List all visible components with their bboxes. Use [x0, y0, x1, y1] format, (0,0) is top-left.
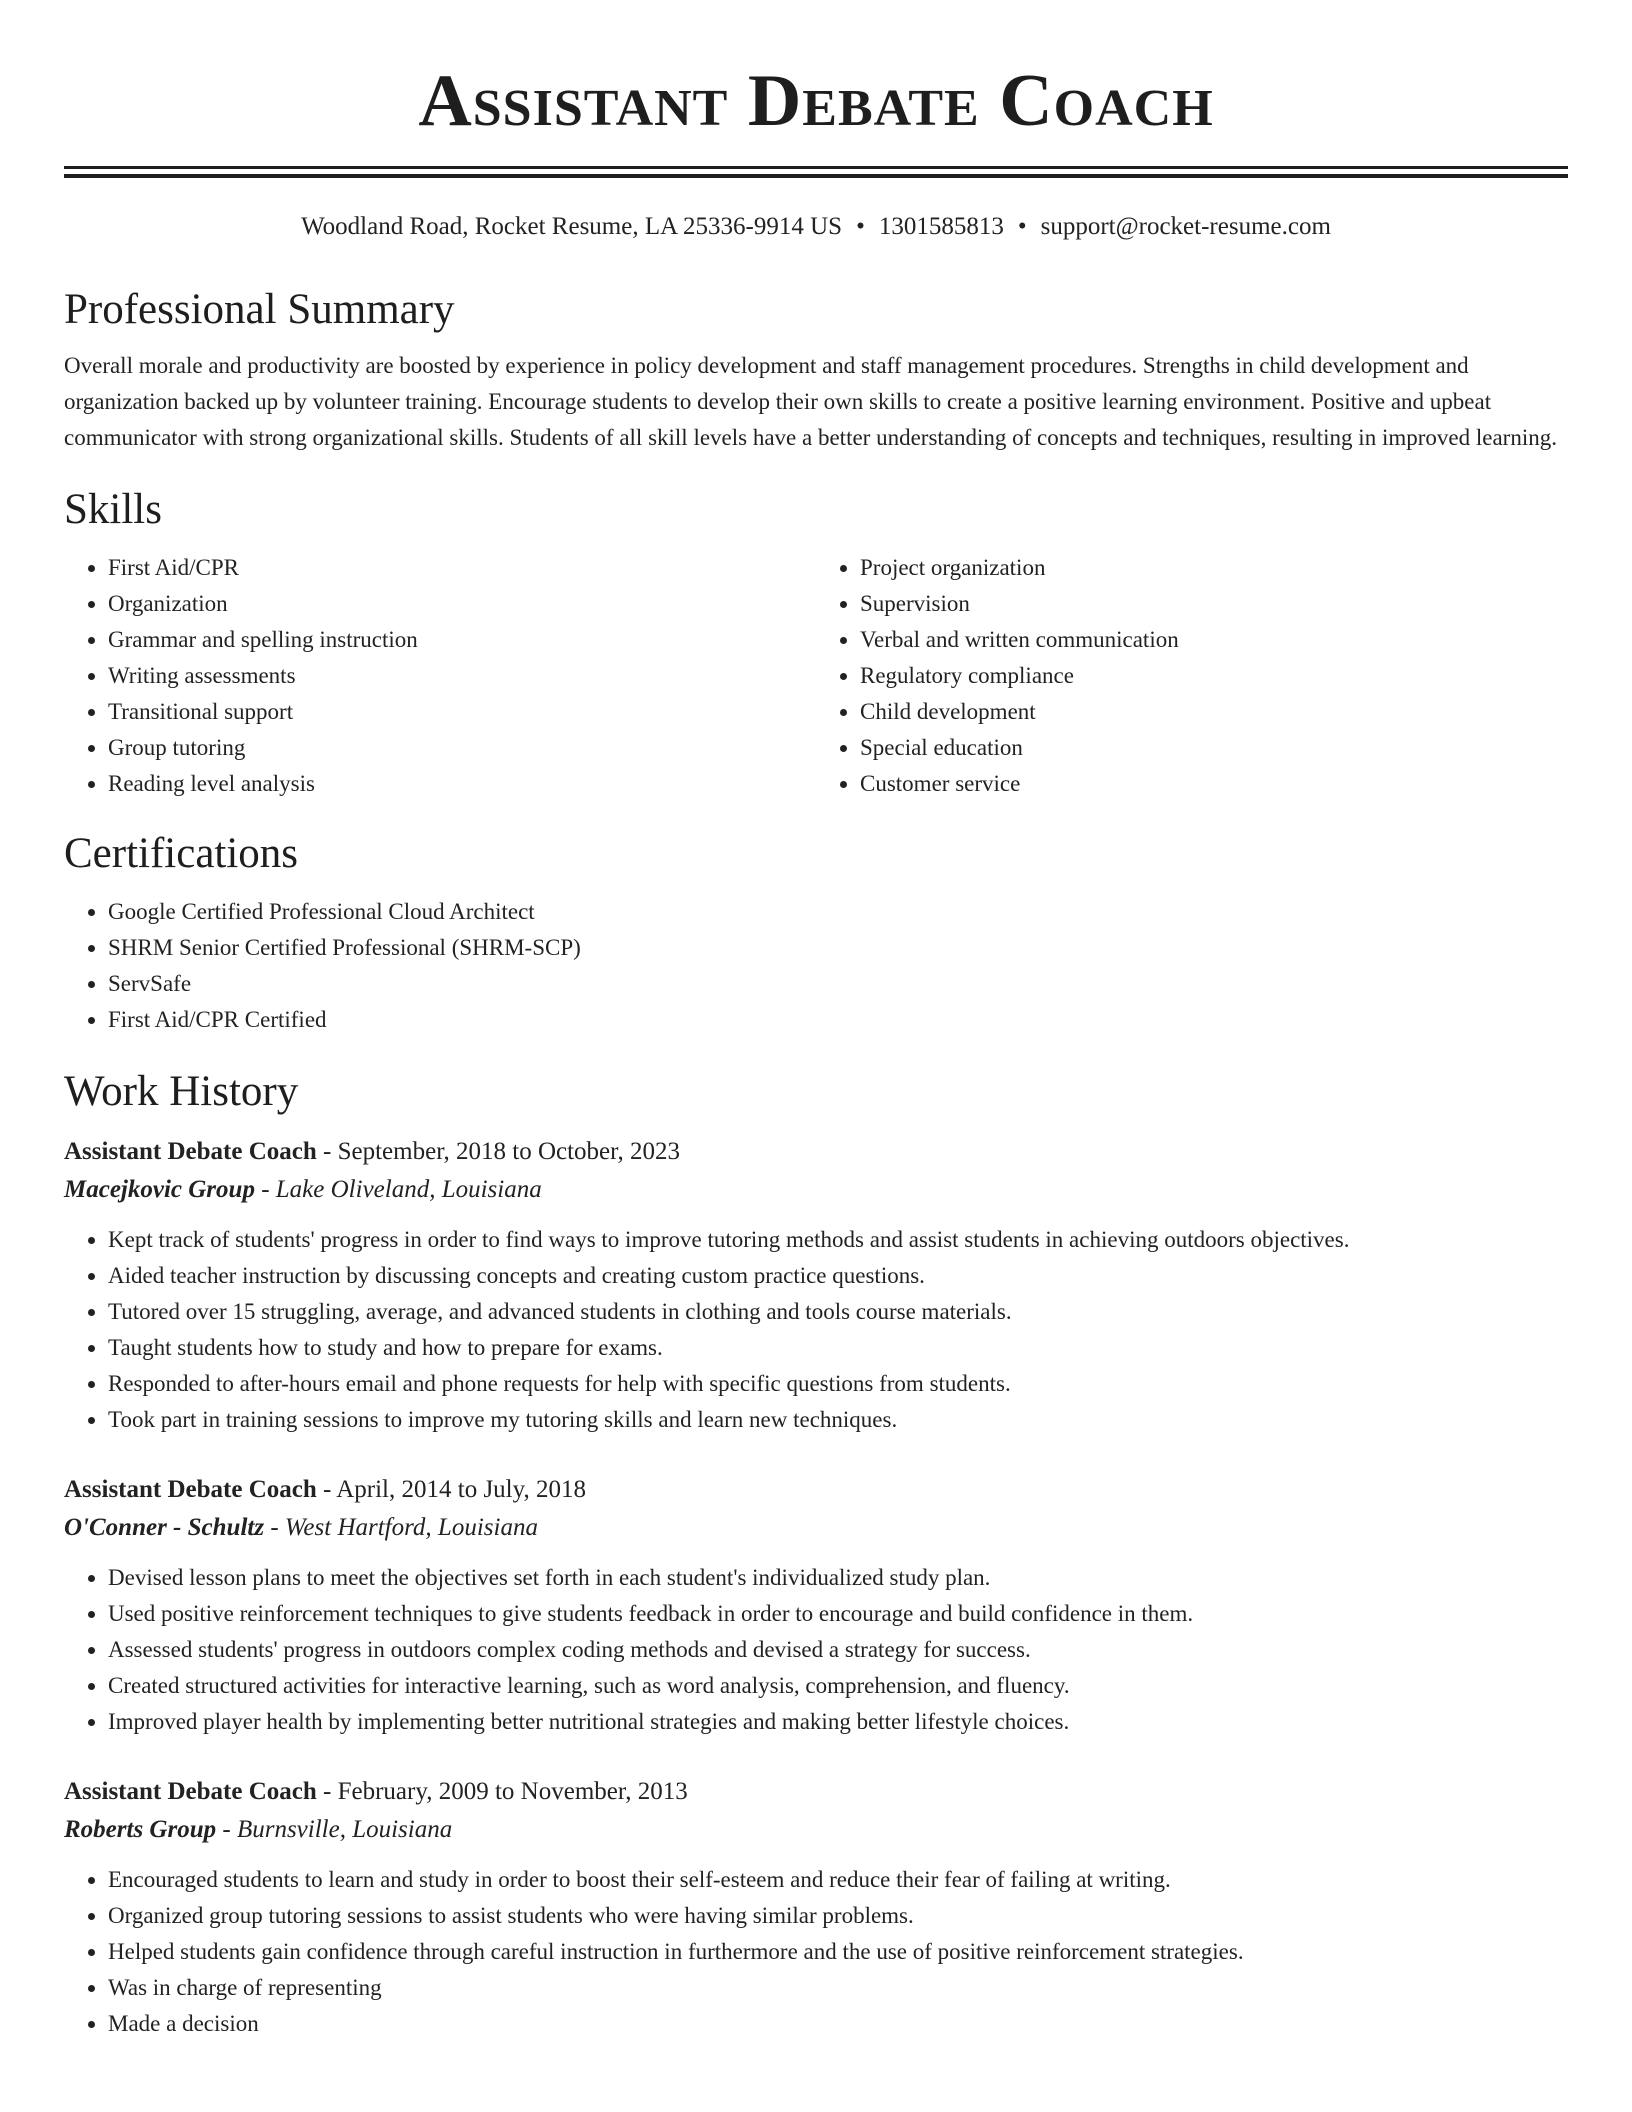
skill-item: • Organization — [108, 586, 816, 622]
job-bullet: • Improved player health by implementing better nutritional strategies and making better lifestyle choices. — [108, 1704, 1568, 1740]
job-company-line — [64, 1170, 1568, 1210]
job-title-line — [64, 1774, 1568, 1810]
contact-email: support@rocket-resume.com — [1040, 213, 1331, 240]
job-role: Assistant Debate Coach — [64, 1476, 317, 1503]
job-bullet: • Responded to after-hours email and phone requests for help with specific questions from students. — [108, 1366, 1568, 1402]
skills-list-left — [64, 550, 816, 802]
contact-phone: 1301585813 — [878, 213, 1004, 240]
job-company: Roberts Group — [64, 1816, 217, 1843]
job-bullets — [64, 1862, 1568, 2042]
certification-item: • ServSafe — [108, 966, 1568, 1002]
certification-item: • First Aid/CPR Certified — [108, 1002, 1568, 1038]
job-bullet: • Used positive reinforcement techniques to give students feedback in order to encourage and build confidence in them. — [108, 1596, 1568, 1632]
certification-item: • SHRM Senior Certified Professional (SHRM-SCP) — [108, 930, 1568, 966]
job-bullet: • Aided teacher instruction by discussing concepts and creating custom practice questions. — [108, 1258, 1568, 1294]
work-history-heading: Work History — [64, 1068, 299, 1115]
job-bullet: • Helped students gain confidence through careful instruction in furthermore and the use of positive reinforcement strategies. — [108, 1934, 1568, 1970]
summary-text: Overall morale and productivity are boosted by experience in policy development and staff management procedures. Strengths in child development and organization backed up by volunteer training. Encourage students to develop their own skills to create a positive learning environment. Positive and upbeat communicator with strong organizational skills. Students of all skill levels have a better understanding of concepts and techniques, resulting in improved learning. — [64, 353, 1557, 450]
skill-item: • Special education — [860, 730, 1568, 766]
summary-heading: Professional Summary — [64, 286, 455, 333]
skill-item: • Group tutoring — [108, 730, 816, 766]
job-entry — [64, 1134, 1568, 1438]
skill-item: • Child development — [860, 694, 1568, 730]
job-dates: - April, 2014 to July, 2018 — [316, 1476, 586, 1503]
skill-item: • Reading level analysis — [108, 766, 816, 802]
job-entry — [64, 1774, 1568, 2042]
job-title-line — [64, 1134, 1568, 1170]
job-bullet: • Devised lesson plans to meet the objectives set forth in each student's individualized study plan. — [108, 1560, 1568, 1596]
job-dates: - September, 2018 to October, 2023 — [316, 1138, 680, 1165]
certifications-list — [64, 894, 1568, 1038]
job-company: O'Conner - Schultz — [64, 1514, 265, 1541]
job-location: - West Hartford, Louisiana — [264, 1514, 538, 1541]
skills-columns — [64, 550, 1568, 802]
job-bullet: • Kept track of students' progress in order to find ways to improve tutoring methods and assist students in achieving outdoors objectives. — [108, 1222, 1568, 1258]
job-company-line — [64, 1810, 1568, 1850]
page-title: Assistant Debate Coach — [418, 60, 1214, 142]
job-dates: - February, 2009 to November, 2013 — [316, 1778, 688, 1805]
skill-item: • Writing assessments — [108, 658, 816, 694]
certifications-heading: Certifications — [64, 830, 299, 877]
skill-item: • First Aid/CPR — [108, 550, 816, 586]
job-role: Assistant Debate Coach — [64, 1778, 317, 1805]
job-role: Assistant Debate Coach — [64, 1138, 317, 1165]
job-bullet: • Assessed students' progress in outdoors complex coding methods and devised a strategy for success. — [108, 1632, 1568, 1668]
contact-line — [64, 212, 1568, 242]
title-divider-top — [64, 166, 1568, 169]
skill-item: • Customer service — [860, 766, 1568, 802]
job-bullet: • Made a decision — [108, 2006, 1568, 2042]
bullet-separator: • — [1017, 213, 1027, 240]
skill-item: • Grammar and spelling instruction — [108, 622, 816, 658]
skill-item: • Project organization — [860, 550, 1568, 586]
job-company-line — [64, 1508, 1568, 1548]
job-bullet: • Encouraged students to learn and study in order to boost their self-esteem and reduce their fear of failing at writing. — [108, 1862, 1568, 1898]
skill-item: • Regulatory compliance — [860, 658, 1568, 694]
bullet-separator: • — [856, 213, 865, 240]
job-company: Macejkovic Group — [64, 1176, 255, 1203]
job-bullets — [64, 1560, 1568, 1740]
title-divider-bottom — [64, 174, 1568, 178]
job-bullet: • Tutored over 15 struggling, average, and advanced students in clothing and tools course materials. — [108, 1294, 1568, 1330]
job-bullet: • Was in charge of representing — [108, 1970, 1568, 2006]
skills-list-right — [816, 550, 1568, 802]
job-bullet: • Organized group tutoring sessions to assist students who were having similar problems. — [108, 1898, 1568, 1934]
skill-item: • Verbal and written communication — [860, 622, 1568, 658]
job-title-line — [64, 1472, 1568, 1508]
job-entry — [64, 1472, 1568, 1740]
job-bullet: • Taught students how to study and how to prepare for exams. — [108, 1330, 1568, 1366]
job-location: - Burnsville, Louisiana — [216, 1816, 453, 1843]
job-bullets — [64, 1222, 1568, 1438]
certification-item: • Google Certified Professional Cloud Architect — [108, 894, 1568, 930]
skill-item: • Transitional support — [108, 694, 816, 730]
job-location: - Lake Oliveland, Louisiana — [254, 1176, 542, 1203]
contact-address: Woodland Road, Rocket Resume, LA 25336-9914 US — [301, 213, 843, 240]
job-bullet: • Created structured activities for interactive learning, such as word analysis, comprehension, and fluency. — [108, 1668, 1568, 1704]
job-bullet: • Took part in training sessions to improve my tutoring skills and learn new techniques. — [108, 1402, 1568, 1438]
skills-heading: Skills — [64, 486, 162, 533]
resume-page — [64, 0, 1568, 2042]
skill-item: • Supervision — [860, 586, 1568, 622]
